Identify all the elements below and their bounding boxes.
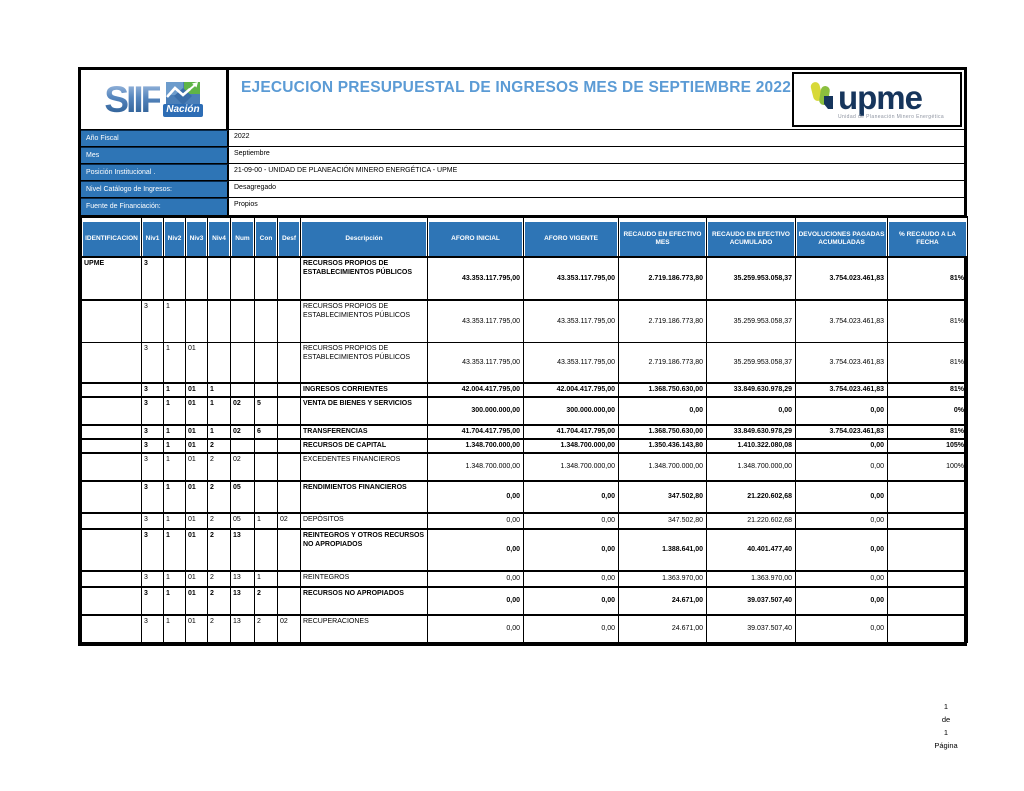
table-cell: 3 [142, 481, 164, 513]
table-cell: 5 [255, 397, 278, 425]
table-cell: 35.259.953.058,37 [707, 257, 796, 300]
table-cell: 105% [888, 439, 968, 453]
table-cell [82, 587, 142, 615]
table-cell: 3 [142, 397, 164, 425]
table-cell [888, 615, 968, 642]
table-cell: RECURSOS PROPIOS DE ESTABLECIMIENTOS PÚBLICOS [301, 342, 428, 383]
upme-icon [810, 79, 836, 119]
table-cell: EXCEDENTES FINANCIEROS [301, 453, 428, 481]
table-cell: 3 [142, 342, 164, 383]
table-cell: 3 [142, 383, 164, 397]
table-cell [888, 529, 968, 571]
table-cell: 1.348.700.000,00 [524, 453, 619, 481]
table-cell: 0,00 [428, 529, 524, 571]
table-cell [888, 481, 968, 513]
table-cell: DEPÓSITOS [301, 513, 428, 529]
table-cell: RECURSOS PROPIOS DE ESTABLECIMIENTOS PÚBLICOS [301, 257, 428, 300]
upme-tagline: Unidad de Planeación Minero Energética [837, 114, 945, 121]
table-cell [278, 342, 301, 383]
table-cell: RECURSOS NO APROPIADOS [301, 587, 428, 615]
table-cell: 2 [208, 587, 231, 615]
table-cell: 02 [231, 453, 255, 481]
table-cell: 2.719.186.773,80 [619, 342, 707, 383]
meta-value: Septiembre [234, 150, 270, 157]
table-cell: 2 [255, 587, 278, 615]
table-cell: 1 [255, 513, 278, 529]
table-cell [255, 257, 278, 300]
table-cell: 81% [888, 425, 968, 439]
page-footer [915, 700, 977, 752]
table-cell: RENDIMIENTOS FINANCIEROS [301, 481, 428, 513]
table-cell [82, 383, 142, 397]
table-row [82, 439, 968, 453]
table-cell: 1 [164, 571, 186, 587]
table-cell [231, 300, 255, 342]
table-cell: 1 [208, 397, 231, 425]
table-row [82, 481, 968, 513]
table-cell: 81% [888, 342, 968, 383]
table-cell: 1 [255, 571, 278, 587]
table-cell: 43.353.117.795,00 [524, 257, 619, 300]
table-cell [278, 425, 301, 439]
table-cell: 2 [208, 439, 231, 453]
table-cell: 0,00 [796, 513, 888, 529]
table-cell: 2 [208, 571, 231, 587]
table-cell: 1.348.700.000,00 [428, 439, 524, 453]
meta-label: Año Fiscal [81, 130, 229, 146]
table-cell [888, 571, 968, 587]
table-cell: 1.363.970,00 [619, 571, 707, 587]
table-cell: 0,00 [524, 529, 619, 571]
table-cell: 0,00 [619, 397, 707, 425]
table-cell [82, 481, 142, 513]
meta-row-funding-source [81, 198, 964, 216]
table-cell: 0,00 [796, 453, 888, 481]
table-cell: 42.004.417.795,00 [428, 383, 524, 397]
siif-logo-text: SIIF [104, 79, 161, 120]
meta-label: Fuente de Financiación: [81, 198, 229, 215]
table-cell: 100% [888, 453, 968, 481]
table-cell: 2 [208, 513, 231, 529]
budget-table [81, 216, 968, 643]
table-cell: 05 [231, 481, 255, 513]
table-cell [82, 397, 142, 425]
table-cell: 01 [186, 453, 208, 481]
table-cell: 1.348.700.000,00 [428, 453, 524, 481]
page-title: EJECUCION PRESUPUESTAL DE INGRESOS MES DE SEPTIEMBRE 2022 [241, 79, 792, 96]
table-cell [231, 439, 255, 453]
table-cell: 41.704.417.795,00 [524, 425, 619, 439]
table-cell: 1.368.750.630,00 [619, 383, 707, 397]
table-cell [255, 453, 278, 481]
column-header-11: RECAUDO EN EFECTIVO MES [619, 217, 707, 257]
table-cell [82, 513, 142, 529]
table-cell [231, 342, 255, 383]
table-cell: 2 [208, 453, 231, 481]
metadata-section [81, 130, 964, 216]
table-cell: 3.754.023.461,83 [796, 425, 888, 439]
table-cell: 01 [186, 529, 208, 571]
table-cell [888, 513, 968, 529]
column-header-14: % RECAUDO A LA FECHA [888, 217, 968, 257]
meta-label: Mes [81, 147, 229, 163]
table-cell: 1 [164, 383, 186, 397]
table-cell: 01 [186, 615, 208, 642]
table-cell: 347.502,80 [619, 513, 707, 529]
table-cell: 13 [231, 587, 255, 615]
table-cell: 1 [164, 300, 186, 342]
table-cell: 02 [231, 397, 255, 425]
table-cell [278, 571, 301, 587]
table-cell [82, 439, 142, 453]
column-header-0: IDENTIFICACION [82, 217, 142, 257]
table-cell: 01 [186, 587, 208, 615]
table-cell: 2.719.186.773,80 [619, 300, 707, 342]
table-cell [208, 300, 231, 342]
table-cell [82, 342, 142, 383]
table-cell: 13 [231, 615, 255, 642]
table-cell: 35.259.953.058,37 [707, 300, 796, 342]
column-header-12: RECAUDO EN EFECTIVO ACUMULADO [707, 217, 796, 257]
table-row [82, 587, 968, 615]
table-cell [278, 529, 301, 571]
meta-row-month [81, 147, 964, 164]
table-row [82, 383, 968, 397]
table-cell: 300.000.000,00 [524, 397, 619, 425]
table-cell: 21.220.602,68 [707, 513, 796, 529]
table-row [82, 615, 968, 642]
table-cell [278, 397, 301, 425]
table-cell: 3 [142, 587, 164, 615]
table-cell: 81% [888, 257, 968, 300]
table-cell: 81% [888, 383, 968, 397]
table-cell: 43.353.117.795,00 [428, 300, 524, 342]
table-cell: 0,00 [796, 529, 888, 571]
table-cell: 01 [186, 481, 208, 513]
table-cell: 1.368.750.630,00 [619, 425, 707, 439]
table-cell [255, 529, 278, 571]
table-cell [231, 383, 255, 397]
table-cell: 2 [208, 529, 231, 571]
table-cell: 0,00 [524, 481, 619, 513]
table-cell: 347.502,80 [619, 481, 707, 513]
table-cell [255, 439, 278, 453]
table-cell: 24.671,00 [619, 615, 707, 642]
table-cell: 0,00 [796, 571, 888, 587]
table-cell: 01 [186, 571, 208, 587]
table-cell: 3 [142, 300, 164, 342]
table-cell: 81% [888, 300, 968, 342]
column-header-13: DEVOLUCIONES PAGADAS ACUMULADAS [796, 217, 888, 257]
table-cell: 2 [208, 481, 231, 513]
table-row [82, 257, 968, 300]
column-header-9: AFORO INICIAL [428, 217, 524, 257]
table-row [82, 571, 968, 587]
table-cell [208, 257, 231, 300]
table-cell [278, 453, 301, 481]
table-row [82, 513, 968, 529]
table-cell: 33.849.630.978,29 [707, 383, 796, 397]
table-cell: 0,00 [796, 439, 888, 453]
table-cell: 1 [164, 481, 186, 513]
table-cell: 41.704.417.795,00 [428, 425, 524, 439]
table-cell: 0,00 [707, 397, 796, 425]
table-cell: 40.401.477,40 [707, 529, 796, 571]
meta-label: Nivel Catálogo de Ingresos: [81, 181, 229, 197]
table-cell: 1 [164, 513, 186, 529]
table-cell: 0,00 [428, 481, 524, 513]
table-cell [255, 342, 278, 383]
table-cell [231, 257, 255, 300]
table-cell: TRANSFERENCIAS [301, 425, 428, 439]
table-cell: 39.037.507,40 [707, 587, 796, 615]
table-cell: 1.348.700.000,00 [707, 453, 796, 481]
table-cell: 1.363.970,00 [707, 571, 796, 587]
table-cell: 43.353.117.795,00 [524, 300, 619, 342]
table-cell: 01 [186, 397, 208, 425]
table-cell: 3 [142, 529, 164, 571]
table-cell: RECURSOS PROPIOS DE ESTABLECIMIENTOS PÚBLICOS [301, 300, 428, 342]
table-cell: 0,00 [428, 571, 524, 587]
table-cell [82, 425, 142, 439]
table-cell [278, 481, 301, 513]
table-cell: 1 [164, 342, 186, 383]
table-row [82, 529, 968, 571]
footer-page-label: Página [934, 741, 958, 750]
table-cell [255, 481, 278, 513]
table-cell: 3.754.023.461,83 [796, 342, 888, 383]
table-cell [278, 257, 301, 300]
table-cell: 02 [278, 615, 301, 642]
footer-total-pages: 1 [943, 728, 949, 737]
table-cell: 43.353.117.795,00 [524, 342, 619, 383]
meta-value: 21-09-00 - UNIDAD DE PLANEACIÓN MINERO ENERGÉTICA - UPME [234, 167, 458, 174]
table-cell: 3 [142, 257, 164, 300]
table-cell: 0,00 [524, 587, 619, 615]
column-header-4: Niv4 [208, 217, 231, 257]
report-header [81, 70, 964, 130]
meta-value: 2022 [234, 133, 250, 140]
table-cell: 3 [142, 571, 164, 587]
table-cell [186, 300, 208, 342]
table-cell: 1 [208, 425, 231, 439]
table-cell: 1.388.641,00 [619, 529, 707, 571]
table-cell [186, 257, 208, 300]
upme-logo [792, 72, 962, 127]
table-cell: 1 [164, 425, 186, 439]
table-cell: 0,00 [524, 615, 619, 642]
table-cell: 3 [142, 615, 164, 642]
table-cell [255, 383, 278, 397]
table-cell [82, 615, 142, 642]
table-cell: 13 [231, 571, 255, 587]
table-cell: 1.348.700.000,00 [524, 439, 619, 453]
table-cell [164, 257, 186, 300]
table-cell: 43.353.117.795,00 [428, 257, 524, 300]
table-cell: REINTEGROS [301, 571, 428, 587]
table-cell: 0,00 [796, 615, 888, 642]
table-cell: 01 [186, 439, 208, 453]
table-cell: 42.004.417.795,00 [524, 383, 619, 397]
table-cell: 3 [142, 453, 164, 481]
table-cell: 1 [164, 529, 186, 571]
table-cell [888, 587, 968, 615]
table-cell: UPME [82, 257, 142, 300]
table-cell: 1 [164, 587, 186, 615]
column-header-1: Niv1 [142, 217, 164, 257]
table-cell: 1 [208, 383, 231, 397]
footer-page-number: 1 [943, 702, 949, 711]
column-header-6: Con [255, 217, 278, 257]
table-cell: RECURSOS DE CAPITAL [301, 439, 428, 453]
table-row [82, 397, 968, 425]
table-row [82, 453, 968, 481]
siif-logo [81, 70, 229, 129]
column-header-2: Niv2 [164, 217, 186, 257]
table-cell [255, 300, 278, 342]
table-row [82, 300, 968, 342]
siif-nacion-badge: Nación [163, 104, 202, 117]
table-cell: 0,00 [524, 571, 619, 587]
meta-label: Posición Institucional . [81, 164, 229, 180]
table-cell: 0,00 [524, 513, 619, 529]
table-cell: 3 [142, 425, 164, 439]
table-cell: 05 [231, 513, 255, 529]
table-cell: RECUPERACIONES [301, 615, 428, 642]
column-header-8: Descripción [301, 217, 428, 257]
table-header-row [82, 217, 968, 257]
table-cell: 1 [164, 615, 186, 642]
table-cell: 01 [186, 425, 208, 439]
table-cell: 33.849.630.978,29 [707, 425, 796, 439]
column-header-3: Niv3 [186, 217, 208, 257]
column-header-7: Desf [278, 217, 301, 257]
table-cell [278, 300, 301, 342]
table-cell: 02 [231, 425, 255, 439]
table-cell: 13 [231, 529, 255, 571]
table-cell: 39.037.507,40 [707, 615, 796, 642]
table-cell: 3 [142, 513, 164, 529]
table-cell: 0% [888, 397, 968, 425]
table-cell: 3.754.023.461,83 [796, 300, 888, 342]
table-cell: 35.259.953.058,37 [707, 342, 796, 383]
table-cell [278, 587, 301, 615]
meta-value: Propios [234, 201, 258, 208]
column-header-5: Num [231, 217, 255, 257]
table-cell: 2.719.186.773,80 [619, 257, 707, 300]
table-cell: VENTA DE BIENES Y SERVICIOS [301, 397, 428, 425]
table-cell [82, 453, 142, 481]
table-cell [82, 571, 142, 587]
table-cell: 0,00 [428, 513, 524, 529]
table-cell: 0,00 [796, 397, 888, 425]
column-header-10: AFORO VIGENTE [524, 217, 619, 257]
table-cell: 43.353.117.795,00 [428, 342, 524, 383]
table-cell: 21.220.602,68 [707, 481, 796, 513]
table-cell: 1.348.700.000,00 [619, 453, 707, 481]
table-cell: 01 [186, 383, 208, 397]
table-cell: REINTEGROS Y OTROS RECURSOS NO APROPIADOS [301, 529, 428, 571]
table-cell [82, 529, 142, 571]
table-cell [82, 300, 142, 342]
table-cell: 0,00 [796, 587, 888, 615]
table-cell: 1.350.436.143,80 [619, 439, 707, 453]
table-cell: 1 [164, 397, 186, 425]
upme-logo-text: upme [837, 78, 922, 116]
table-cell: 3.754.023.461,83 [796, 383, 888, 397]
table-cell: 0,00 [428, 615, 524, 642]
meta-row-institution [81, 164, 964, 181]
table-cell: 300.000.000,00 [428, 397, 524, 425]
table-cell [278, 383, 301, 397]
table-cell: 01 [186, 342, 208, 383]
report-container [78, 67, 967, 646]
table-cell [278, 439, 301, 453]
table-cell: 01 [186, 513, 208, 529]
table-cell: INGRESOS CORRIENTES [301, 383, 428, 397]
table-cell: 3 [142, 439, 164, 453]
meta-row-catalog-level [81, 181, 964, 198]
table-body [82, 257, 968, 642]
table-cell: 02 [278, 513, 301, 529]
table-row [82, 425, 968, 439]
table-row [82, 342, 968, 383]
table-cell: 6 [255, 425, 278, 439]
meta-value: Desagregado [234, 184, 277, 191]
table-cell: 0,00 [796, 481, 888, 513]
table-cell: 1 [164, 439, 186, 453]
table-cell: 1.410.322.080,08 [707, 439, 796, 453]
table-cell: 3.754.023.461,83 [796, 257, 888, 300]
footer-of-label: de [941, 715, 951, 724]
table-cell: 24.671,00 [619, 587, 707, 615]
table-cell: 2 [255, 615, 278, 642]
table-cell: 0,00 [428, 587, 524, 615]
meta-row-fiscal-year [81, 130, 964, 147]
table-cell: 1 [164, 453, 186, 481]
table-cell: 2 [208, 615, 231, 642]
table-cell [208, 342, 231, 383]
